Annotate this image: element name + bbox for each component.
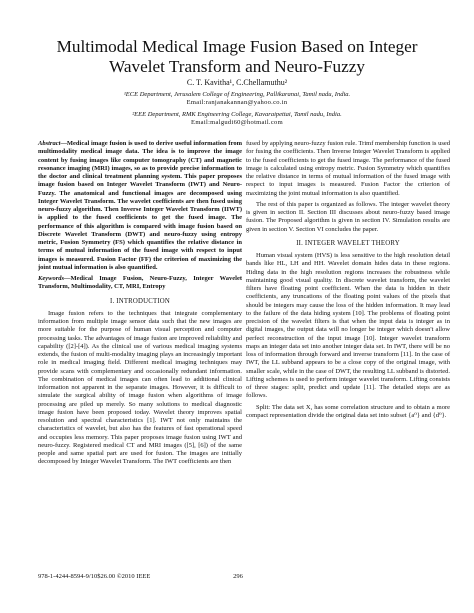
affiliation-1 [20, 91, 454, 108]
left-column [38, 140, 242, 470]
page-number: 296 [233, 573, 243, 580]
affiliation-1-dept: ¹ECE Department, Jerusalem College of Engineering, Pallikaranai, Tamil nadu, India. [123, 91, 351, 98]
section-heading-introduction: I. INTRODUCTION [109, 297, 170, 305]
right-column [246, 140, 450, 423]
body-paragraph-2: The rest of this paper is organized as follows. The integer wavelet theory is given in section II. Section III discusses about neuro-fuzzy based image fusion. The Proposed algorithm is given in section IV. Simulation results are given in section V. Section VI concludes the paper. [246, 200, 450, 233]
section2-paragraph-1: Human visual system (HVS) is less sensitive to the high resolution detail bands like HL, LH and HH. Wavelet domain hides data in these regions. Hiding data in the high resolution regions increases the robustness while maintaining good visual quality. In discrete wavelet transform, the wavelet filters have floating point coefficient. When the data is hidden in their coefficients, any truncations of the floating point values of the pixels that should be integers may cause the loss of the hidden information. It may lead to the failure of the data hiding system [10]. The problems of floating point precision of the wavelet filters is that when the input data is integer as in digital images, the output data will no longer be integer which doesn't allow perfect reconstruction of the input image [10]. Integer wavelet transform maps an integer data set into another integer data set. In IWT, there will be no loss of information through forward and inverse transform [11]. In the case of IWT, the LL subband appears to be a close copy of the original image, with smaller scale, while in the case of DWT, the resulting LL subband is distorted. Lifting schemes is used to perform integer wavelet transform. Lifting consists of three stages: split, predict and update [11]. The detailed steps are as follows. [246, 252, 450, 400]
keywords [38, 275, 242, 292]
intro-paragraph: Image fusion refers to the techniques that integrate complementary information from multiple image sensor data such that the new images are more suitable for the purpose of human visual perception and computer processing tasks. The advantages of image fusion are improved reliability and capability ([2]-[4]). As the clinical use of various medical imaging systems extends, the fusion of multi-modality imaging plays an increasingly important role in medical imaging field. Different medical imaging techniques may provide scans with complementary and occasionally redundant information. The combination of medical images can often lead to additional clinical information not apparent in the separate images. However, it is difficult to simulate the surgical ability of image fusion when algorithms of image processing are piled up merely. So many solutions to medical diagnostic image fusion have been proposed today. Wavelet theory improves spatial resolution and spectral characteristics [1]. IWT not only maintains the characteristics of wavelet, but also has the features of fast operational speed and occupies less memory. This paper proposes image fusion using IWT and neuro-fuzzy. Registered medical CT and MRI images ([5], [6]) of the same people and same spatial part are used for fusion. The images are initially decomposed by Integer Wavelet Transform. The IWT coefficients are then [38, 309, 242, 466]
abstract-text: —Medical image fusion is used to derive useful information from multimodality medical image data. The idea is to improve the image content by fusing images like computer tomography (CT) and magnetic resonance imaging (MRI) images, so as to provide precise information to the doctor and clinical treatment planning system. This paper proposes image fusion based on Integer Wavelet Transform (IWT) and Neuro-Fuzzy. The anatomical and functional images are decomposed using Integer Wavelet Transform. The wavelet coefficients are then fused using neuro-fuzzy algorithm. Then Inverse Integer Wavelet Transform (IIWT) is applied to the fused coefficients to get the fused image. The performance of this algorithm is compared with image fusion based on Discrete Wavelet Transform (DWT) and neuro-fuzzy using entropy metric, Fusion Symmetry (FS) which quantifies the relative distance in terms of mutual information of the fused image with respect to input images is measured. Fusion Factor (FF) the criterion of maximizing the joint mutual information is also quantified. [38, 140, 242, 271]
footer-copyright: 978-1-4244-8594-9/10$26.00 ©2010 IEEE [38, 573, 151, 580]
title-line-1: Multimodal Medical Image Fusion Based on Integer [56, 37, 418, 56]
section2-paragraph-2: Split: The data set X, has some correlation structure and to obtain a more compact representation divide the original data set into subset {a⁰} and {d⁰}. [246, 403, 450, 419]
authors: C. T. Kavitha¹, C.Chellamuthu² [186, 78, 288, 87]
keywords-text: —Medical Image Fusion, Neuro-Fuzzy, Integer Wavelet Transform, Multimodality, CT, MRI, Entropy [38, 275, 242, 291]
body-paragraph-1: fused by applying neuro-fuzzy fusion rule. Trimf membership function is used for fusing the coefficients. Then Inverse Integer Wavelet Transform is applied to the fused coefficients to get the fused image. The performance of the fused image is calculated using entropy metric. Fusion Symmetry which quantifies the relative distance in terms of mutual information of the fused image with respect to input images is measured. Fusion Factor the criterion of maximizing the joint mutual information is also quantified. [246, 140, 450, 197]
title-line-2: Wavelet Transform and Neuro-Fuzzy [109, 57, 365, 76]
abstract [38, 140, 242, 272]
paper-title [20, 37, 454, 77]
affiliation-2-dept: ²EEE Department, RMK Engineering College, Kavaraipettai, Tamil nadu, India. [132, 111, 342, 118]
abstract-lead: Abstract [38, 140, 61, 147]
affiliation-2 [20, 111, 454, 128]
affiliation-1-email: Email:ranjanakannan@yahoo.co.in [186, 99, 288, 107]
keywords-lead: Keywords [38, 275, 64, 282]
section-heading-integer-wavelet: II. INTEGER WAVELET THEORY [296, 239, 400, 247]
affiliation-2-email: Email:malgudi60@hotmail.com [191, 119, 283, 127]
